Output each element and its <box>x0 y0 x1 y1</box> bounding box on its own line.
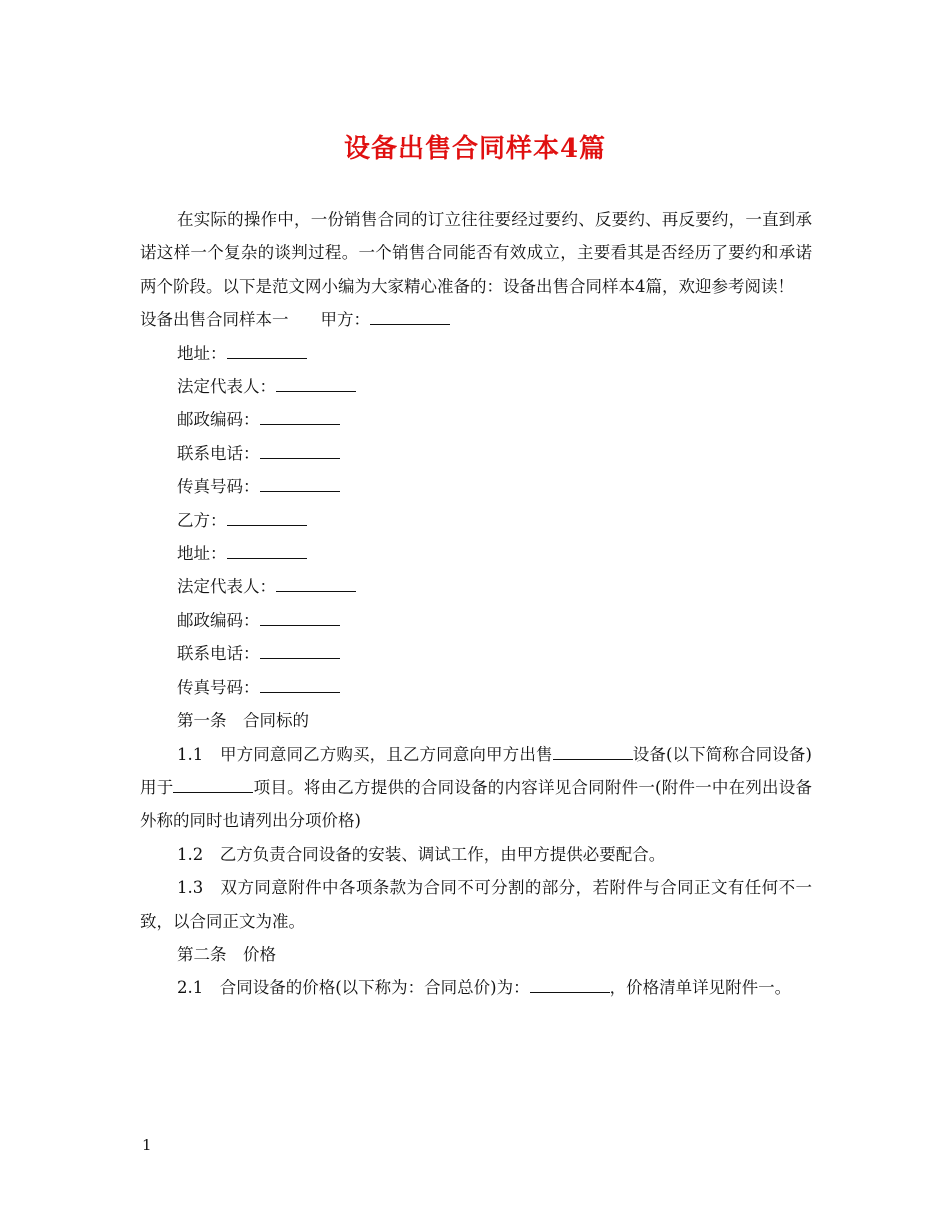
clause-2-1 <box>140 971 812 1004</box>
clause-1-1 <box>140 738 812 838</box>
party-a-field-line <box>140 337 812 370</box>
party-a-address-label: 地址： <box>177 343 227 363</box>
article-2-heading: 第二条 价格 <box>177 944 276 964</box>
fill-blank <box>227 544 307 559</box>
article-1-heading: 第一条 合同标的 <box>177 711 309 731</box>
party-a-phone-label: 联系电话： <box>177 443 260 463</box>
party-b-address-label: 地址： <box>177 544 227 564</box>
document-body <box>140 203 812 1005</box>
page-number: 1 <box>142 1136 152 1154</box>
clause-1-1-part-a: 1.1 甲方同意同乙方购买，且乙方同意向甲方出售 <box>177 744 553 764</box>
party-b-representative-label: 法定代表人： <box>177 577 276 597</box>
clause-1-1-part-c: 项目。将由乙方提供的合同设备的内容详见合同附件一(附件一中在列出设备外称的同时也请列出分项价格) <box>140 777 813 831</box>
party-a-representative-label: 法定代表人： <box>177 377 276 397</box>
fill-blank <box>276 577 356 592</box>
party-a-fax-label: 传真号码： <box>177 477 260 497</box>
party-a-field-line <box>140 370 812 403</box>
party-b-fax-label: 传真号码： <box>177 677 260 697</box>
fill-blank <box>276 377 356 392</box>
party-b-field-line <box>140 637 812 670</box>
clause-1-1-part-b: 设备(以下简称合同设备)用于 <box>140 744 812 797</box>
party-b-blank <box>227 511 307 526</box>
party-b-phone-label: 联系电话： <box>177 644 260 664</box>
party-b-field-line <box>140 604 812 637</box>
sample-heading-line <box>140 303 812 336</box>
fill-blank <box>260 477 340 492</box>
intro-paragraph: 在实际的操作中，一份销售合同的订立往往要经过要约、反要约、再反要约，一直到承诺这样一个复杂的谈判过程。一个销售合同能否有效成立，主要看其是否经历了要约和承诺两个阶段。以下是范文网小编为大家精心准备的：设备出售合同样本4篇，欢迎参考阅读！ <box>140 210 812 296</box>
party-a-label: 甲方： <box>320 310 370 330</box>
party-b-field-line <box>140 537 812 570</box>
party-b-line <box>140 504 812 537</box>
fill-blank <box>260 678 340 693</box>
party-a-postcode-label: 邮政编码： <box>177 410 260 430</box>
fill-blank <box>227 344 307 359</box>
project-blank <box>173 778 253 793</box>
party-b-postcode-label: 邮政编码： <box>177 610 260 630</box>
fill-blank <box>260 444 340 459</box>
party-a-blank <box>370 310 450 325</box>
clause-2-1-part-b: ，价格清单详见附件一。 <box>609 978 792 998</box>
party-a-field-line <box>140 437 812 470</box>
fill-blank <box>260 410 340 425</box>
fill-blank <box>260 611 340 626</box>
clause-1-3: 1.3 双方同意附件中各项条款为合同不可分割的部分，若附件与合同正文有任何不一致，以合同正文为准。 <box>140 878 812 931</box>
equipment-blank <box>553 745 633 760</box>
party-b-label: 乙方： <box>177 510 227 530</box>
document-title: 设备出售合同样本4篇 <box>343 134 607 164</box>
party-a-field-line <box>140 470 812 503</box>
party-b-field-line <box>140 570 812 603</box>
price-blank <box>530 978 610 993</box>
party-b-field-line <box>140 671 812 704</box>
fill-blank <box>260 644 340 659</box>
sample-title: 设备出售合同样本一 <box>140 310 289 330</box>
party-a-field-line <box>140 403 812 436</box>
clause-2-1-part-a: 2.1 合同设备的价格(以下称为：合同总价)为： <box>177 978 530 998</box>
clause-1-2: 1.2 乙方负责合同设备的安装、调试工作，由甲方提供必要配合。 <box>177 844 666 864</box>
